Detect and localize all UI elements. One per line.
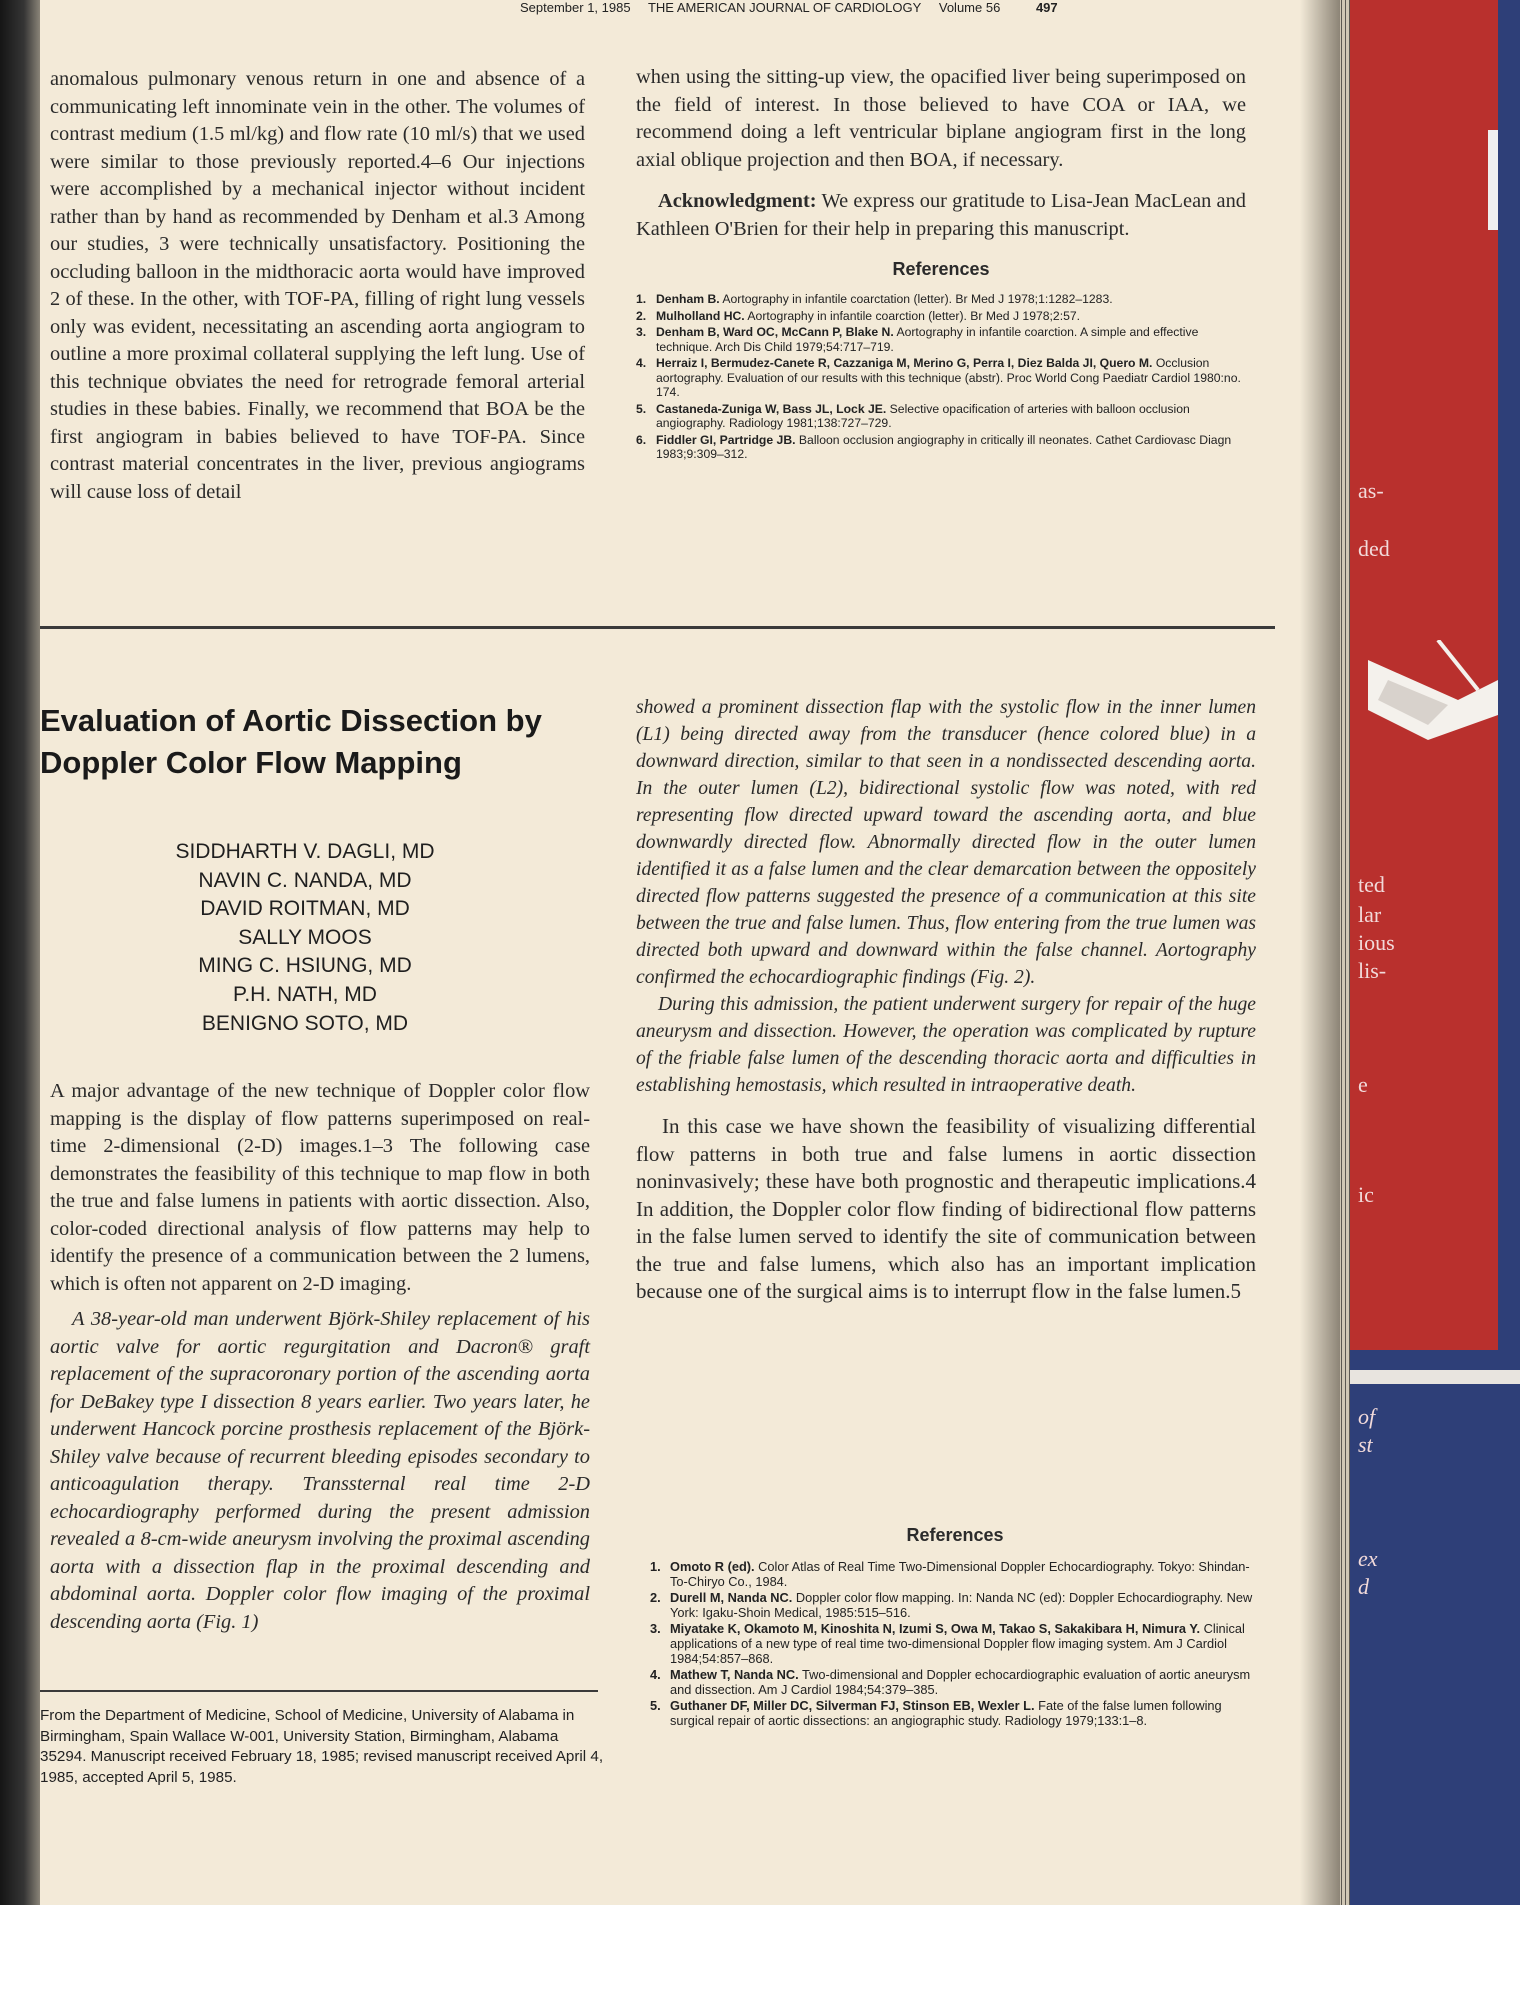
author: P.H. NATH, MD <box>233 982 377 1006</box>
header-journal: THE AMERICAN JOURNAL OF CARDIOLOGY <box>647 0 922 15</box>
previous-article-right-column <box>636 64 1246 464</box>
reference-item: 6. Fiddler GI, Partridge JB. Balloon occlusion angiography in critically ill neonates. Cathet Cardiovasc Diagn 1983;9:309–312. <box>636 432 1232 461</box>
edge-fragment: d <box>1358 1574 1369 1599</box>
header-date: September 1, 1985 <box>520 0 631 15</box>
page-tab <box>1488 130 1498 230</box>
references-list <box>650 1560 1260 1729</box>
edge-fragment: ded <box>1358 536 1390 561</box>
article-title: Evaluation of Aortic Dissection by Doppler Color Flow Mapping <box>40 703 542 780</box>
edge-fragment: of <box>1358 1404 1376 1429</box>
references-heading: References <box>906 1525 1004 1545</box>
edge-fragment: lis- <box>1358 958 1387 983</box>
reference-item: 1. Omoto R (ed). Color Atlas of Real Time Two-Dimensional Doppler Echocardiography. Tokyo: Shindan-To-Chiryo Co., 1984. <box>650 1559 1250 1589</box>
author: DAVID ROITMAN, MD <box>200 897 410 921</box>
footnote-rule <box>30 1690 598 1692</box>
author: MING C. HSIUNG, MD <box>198 954 412 978</box>
edge-fragment: as- <box>1358 478 1384 503</box>
edge-fragment: ex <box>1358 1546 1378 1571</box>
article-references <box>650 1525 1260 1731</box>
previous-article-text: anomalous pulmonary venous return in one and absence of a communicating left innominate vein in the other. The volumes of contrast medium (1.5 ml/kg) and flow rate (10 ml/s) that we used were similar to those previously reported.4–6 Our injections were accomplished by a mechanical injector without incident rather than by hand as recommended by Denham et al.3 Among our studies, 3 were technically unsatisfactory. Positioning the occluding balloon in the midthoracic aorta would have improved 2 of these. In the other, with TOF-PA, filling of right lung vessels only was evident, necessitating an ascending aorta angiogram to outline a more proximal collateral supplying the left lung. Use of this technique obviates the need for retrograde femoral arterial studies in these babies. Finally, we recommend that BOA be the first angiogram in babies believed to have TOF-PA. Since contrast material concentrates in the liver, previous angiograms will cause loss of detail <box>50 68 585 503</box>
jacket-graphic <box>1368 640 1498 750</box>
page-stripe <box>1350 1370 1520 1384</box>
author: BENIGNO SOTO, MD <box>201 1011 409 1035</box>
reference-item: 1. Denham B. Aortography in infantile coarctation (letter). Br Med J 1978;1:1282–1283. <box>636 292 1113 306</box>
article-separator-rule <box>30 626 1275 629</box>
book-binding-shadow <box>0 0 40 1905</box>
author: SIDDHARTH V. DAGLI, MD <box>175 840 435 863</box>
reference-item: 3. Denham B, Ward OC, McCann P, Blake N. Aortography in infantile coarction. A simple and effective technique. Arch Dis Child 1979;54:717–719. <box>636 325 1199 354</box>
affiliation-footnote: From the Department of Medicine, School of Medicine, University of Alabama in Birmingham, Spain Wallace W-001, University Station, Birmingham, Alabama 35294. Manuscript received February 18, 1985; revised manuscript received April 4, 1985, accepted April 5, 1985. <box>40 1707 604 1786</box>
edge-fragment: st <box>1358 1432 1373 1457</box>
reference-item: 5. Guthaner DF, Miller DC, Silverman FJ, Stinson EB, Wexler L. Fate of the false lumen following surgical repair of aortic dissections: an angiographic study. Radiology 1979;133:1–8. <box>650 1698 1222 1728</box>
edge-fragment: lar <box>1358 902 1382 927</box>
references-list <box>636 292 1246 462</box>
running-header <box>520 0 1260 20</box>
author: NAVIN C. NANDA, MD <box>198 868 412 892</box>
reference-item: 4. Herraiz I, Bermudez-Canete R, Cazzaniga M, Merino G, Perra I, Diez Balda JI, Quero M. Occlusion aortography. Evaluation of our results with this technique (abstr). Proc World Cong Paediatr Cardiol 1980:no. 174. <box>636 356 1241 399</box>
article-left-column <box>50 1078 590 1636</box>
case-report-outcome: During this admission, the patient underwent surgery for repair of the huge aneurysm and dissection. However, the operation was complicated by rupture of the friable false lumen of the descending thoracic aorta and difficulties in establishing hemostasis, which resulted in intraoperative death. <box>636 994 1256 1096</box>
article-introduction: A major advantage of the new technique of Doppler color flow mapping is the display of flow patterns superimposed on real-time 2-dimensional (2-D) images.1–3 The following case demonstrates the feasibility of this technique to map flow in both the true and false lumens in patients with aortic dissection. Also, color-coded directional analysis of flow patterns may help to identify the presence of a communication between the 2 lumens, which is often not apparent on 2-D imaging. <box>50 1080 590 1295</box>
edge-fragment: ted <box>1358 872 1385 897</box>
author: SALLY MOOS <box>238 925 372 949</box>
reference-item: 2. Mulholland HC. Aortography in infantile coarction (letter). Br Med J 1978;2:57. <box>636 308 1081 323</box>
reference-item: 3. Miyatake K, Okamoto M, Kinoshita N, Izumi S, Owa M, Takao S, Sakakibara H, Nimura Y. Clinical applications of a new type of real time two-dimensional Doppler flow imaging system. Am J Cardiol 1984;54:857–868. <box>650 1621 1245 1666</box>
author-list <box>110 838 500 1038</box>
edge-fragment: ic <box>1358 1182 1374 1207</box>
header-volume: Volume 56 <box>938 0 1001 15</box>
references-heading: References <box>892 259 990 279</box>
case-report-text: A 38-year-old man underwent Björk-Shiley replacement of his aortic valve for aortic regurgitation and Dacron® graft replacement of the supracoronary portion of the ascending aorta for DeBakey type I dissection 8 years earlier. Two years later, he underwent Hancock porcine prosthesis replacement of the Björk-Shiley valve because of recurrent bleeding episodes secondary to anticoagulation therapy. Transsternal real time 2-D echocardiography performed during the present admission revealed a 8-cm-wide aneurysm involving the proximal ascending aorta with a dissection flap in the proximal descending and abdominal aorta. Doppler color flow imaging of the proximal descending aorta (Fig. 1) <box>50 1308 590 1633</box>
edge-fragment: e <box>1358 1072 1368 1097</box>
edge-fragment: ious <box>1358 930 1395 955</box>
previous-article-text-continued: when using the sitting-up view, the opacified liver being superimposed on the field of interest. In those believed to have COA or IAA, we recommend doing a left ventricular biplane angiogram first in the long axial oblique projection and then BOA, if necessary. <box>636 66 1246 171</box>
reference-item: 2. Durell M, Nanda NC. Doppler color flow mapping. In: Nanda NC (ed): Doppler Echocardiography. New York: Igaku-Shoin Medical, 1985:515–516. <box>650 1590 1253 1620</box>
previous-article-left-column <box>50 66 585 506</box>
acknowledgment-text: We express our gratitude to Lisa-Jean MacLean and Kathleen O'Brien for their help in preparing this manuscript. <box>636 190 1246 240</box>
acknowledgment <box>636 188 1246 243</box>
article-right-column <box>636 694 1256 1306</box>
acknowledgment-label: Acknowledgment: <box>658 190 817 212</box>
discussion-text: In this case we have shown the feasibility of visualizing differential flow patterns in both true and false lumens in aortic dissection noninvasively; these have both prognostic and therapeutic implications.4 In addition, the Doppler color flow finding of bidirectional flow patterns in the false lumen served to identify the site of communication between the true and false lumens, which also has an important implication because one of the surgical aims is to interrupt flow in the false lumen.5 <box>636 1114 1256 1303</box>
reference-item: 4. Mathew T, Nanda NC. Two-dimensional and Doppler echocardiographic evaluation of aortic aneurysm and dissection. Am J Cardiol 1984;54:379–385. <box>650 1667 1251 1697</box>
reference-item: 5. Castaneda-Zuniga W, Bass JL, Lock JE. Selective opacification of arteries with balloon occlusion angiography. Radiology 1981;138:727–729. <box>636 401 1190 430</box>
header-page-number: 497 <box>1035 0 1058 15</box>
page-edge-shadow <box>1300 0 1340 1905</box>
case-report-continued: showed a prominent dissection flap with the systolic flow in the inner lumen (L1) being directed away from the transducer (hence colored blue) in a downward direction, similar to that seen in a nondissected descending aorta. In the outer lumen (L2), bidirectional systolic flow was noted, with red representing flow directed upward toward the ascending aorta, and blue downwardly directed flow. Abnormally directed flow in the outer lumen identified it as a false lumen and the clear demarcation between the oppositely directed flow patterns suggested the presence of a communication at this site between the true and false lumen. Thus, flow entering from the true lumen was directed both upward and downward within the false channel. Aortography confirmed the echocardiographic findings (Fig. 2). <box>636 697 1256 988</box>
